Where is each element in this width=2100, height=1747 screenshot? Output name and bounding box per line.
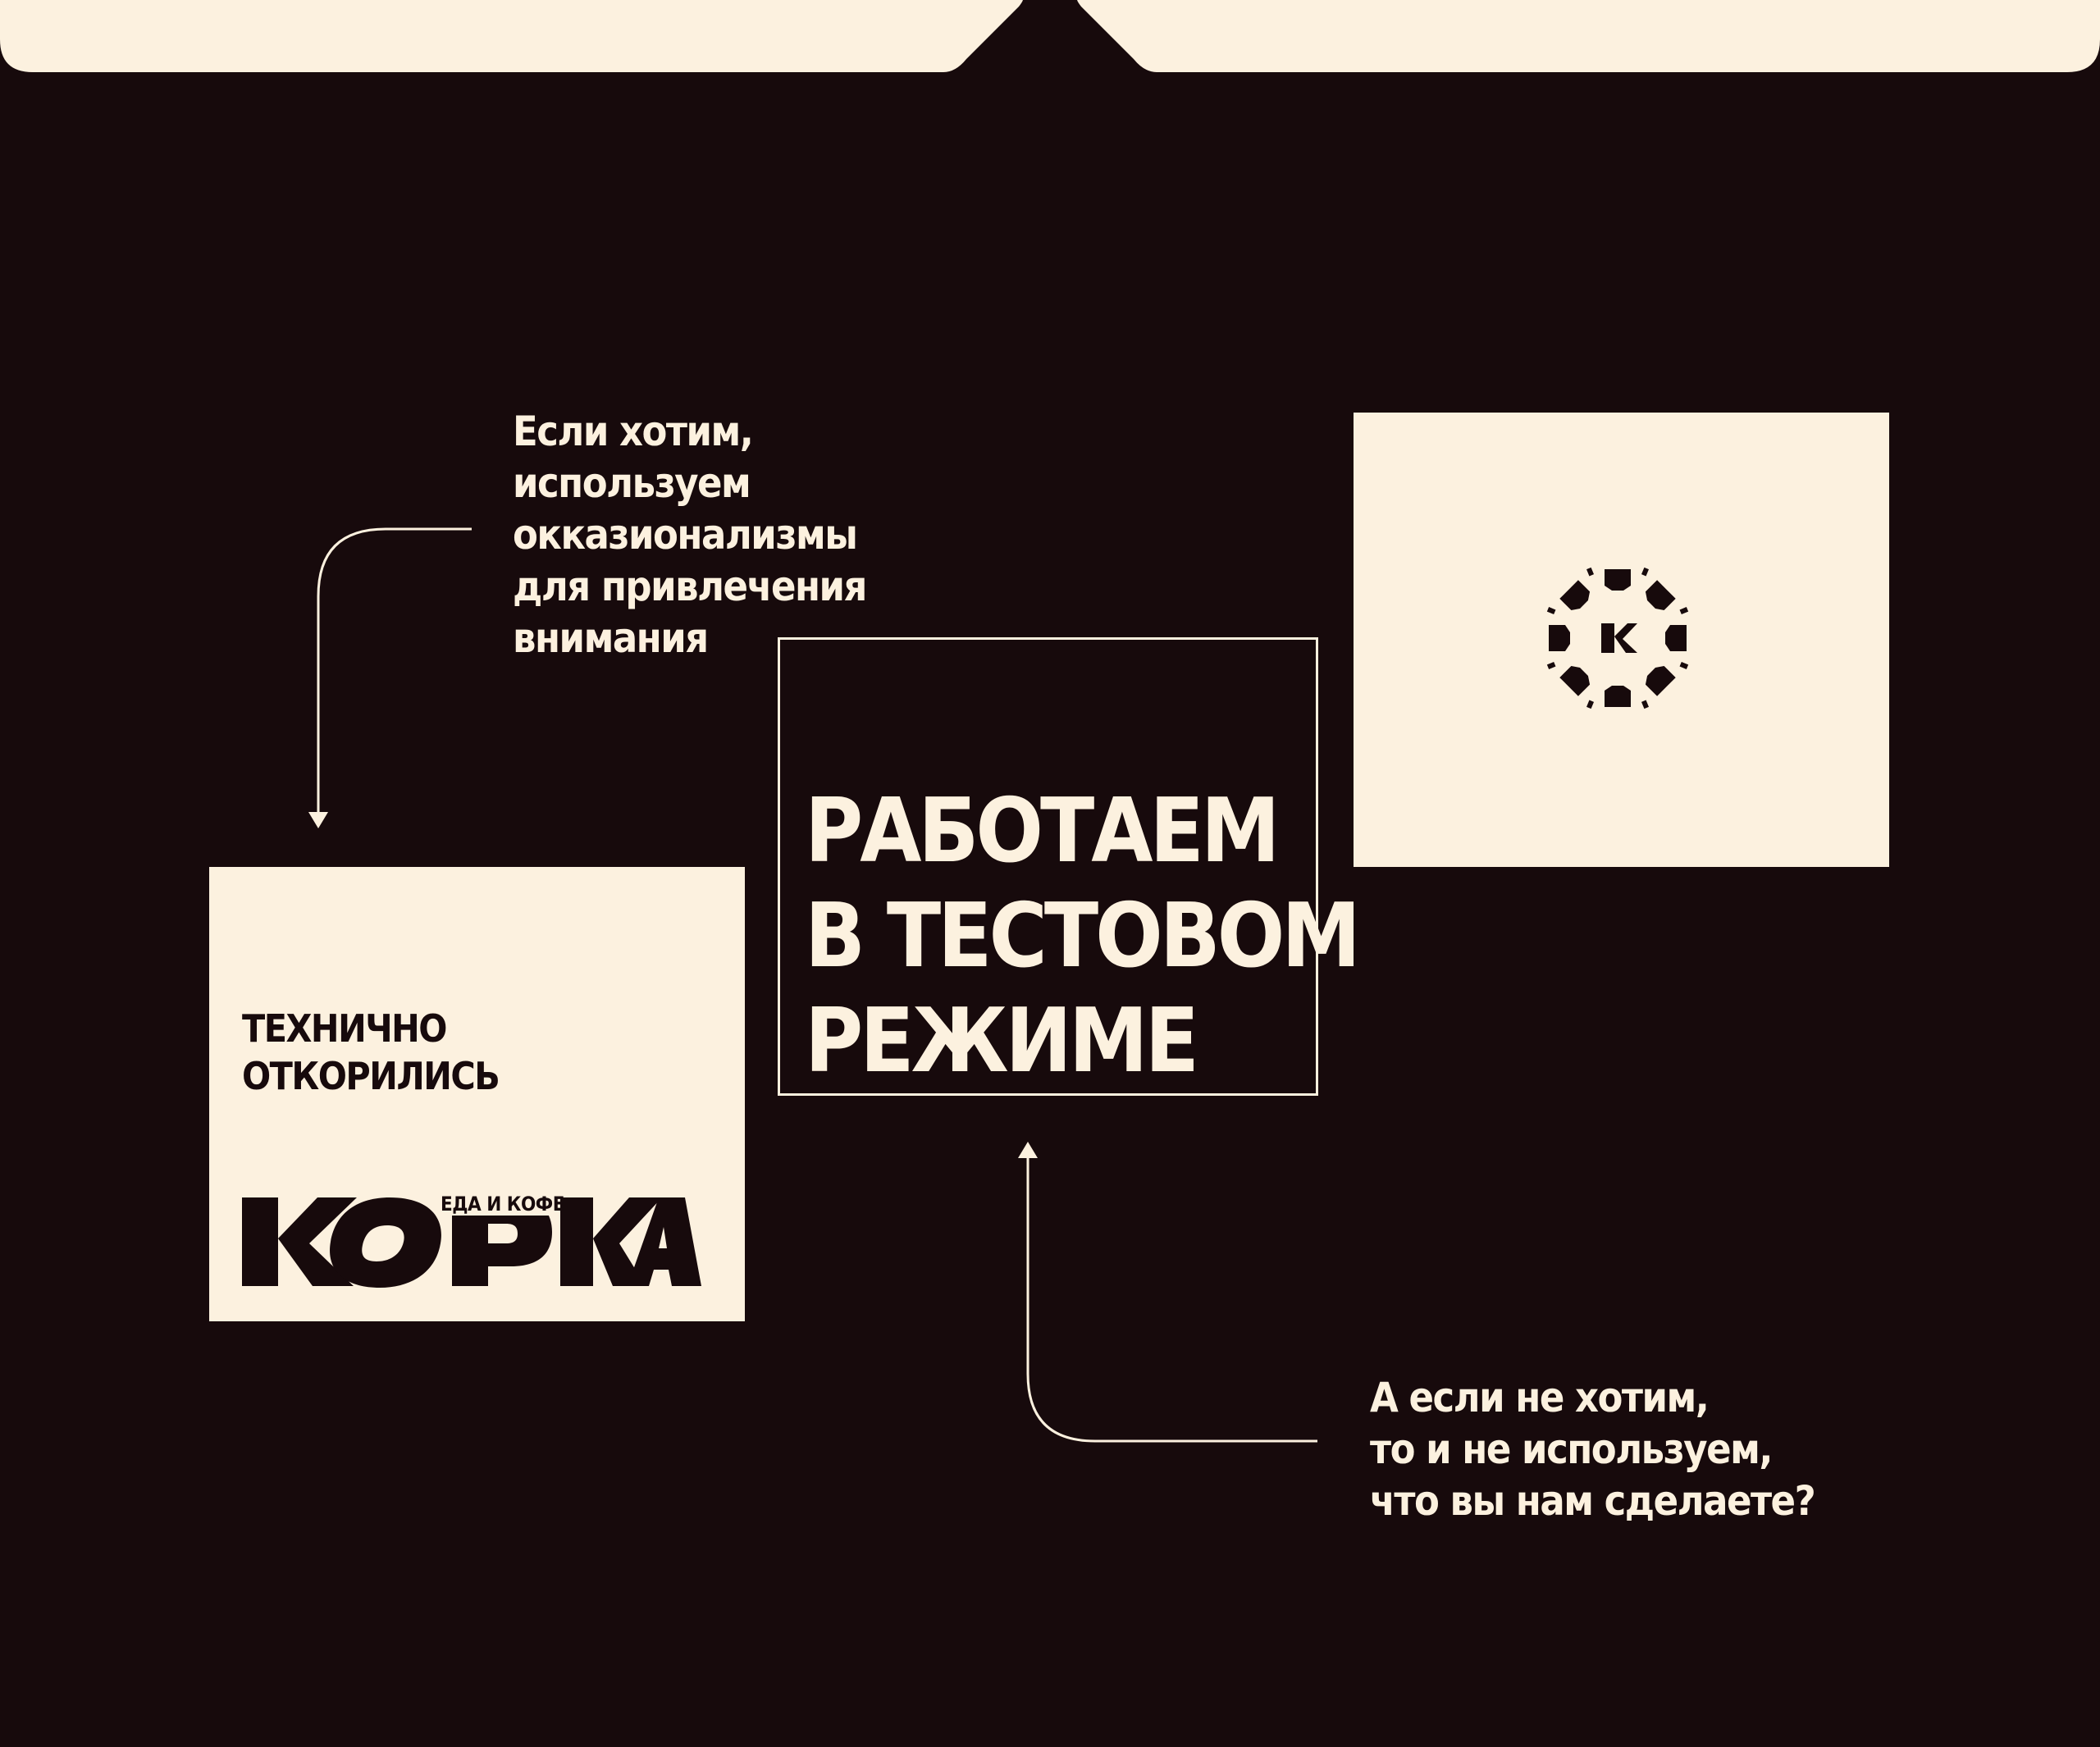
korka-logo-tagline: ЕДА И КОФЕ [441, 1193, 564, 1216]
card-left-subtitle [242, 1005, 499, 1100]
card-center-title-line: РАБОТАЕМ [805, 780, 1277, 883]
annotation-top-line: окказионализмы [513, 511, 857, 559]
card-center-title-line: В ТЕСТОВОМ [805, 885, 1358, 988]
arrow-top-head [308, 812, 328, 828]
card-right [1354, 413, 1889, 867]
arrow-top-connector [318, 529, 472, 812]
korka-emblem-icon [1536, 554, 1700, 726]
annotation-top-line: Если хотим, [513, 408, 753, 455]
card-center-title [805, 779, 1358, 1094]
card-left [209, 867, 745, 1321]
annotation-top [513, 406, 866, 664]
annotation-bottom-line: А если не хотим, [1370, 1374, 1709, 1421]
annotation-top-line: внимания [513, 614, 708, 662]
card-left-subtitle-line: ОТКОРИЛИСЬ [242, 1054, 500, 1098]
korka-logo [242, 1191, 701, 1289]
arrow-bottom-head [1018, 1142, 1038, 1158]
annotation-bottom-line: то и не используем, [1370, 1425, 1772, 1473]
annotation-bottom [1370, 1372, 1815, 1527]
annotation-bottom-line: что вы нам сделаете? [1370, 1477, 1815, 1525]
annotation-top-line: для привлечения [513, 563, 866, 610]
card-center [778, 637, 1358, 1096]
arrow-bottom-connector [1028, 1150, 1317, 1441]
card-left-subtitle-line: ТЕХНИЧНО [242, 1006, 446, 1051]
card-center-title-line: РЕЖИМЕ [805, 990, 1196, 1092]
annotation-top-line: используем [513, 459, 751, 507]
